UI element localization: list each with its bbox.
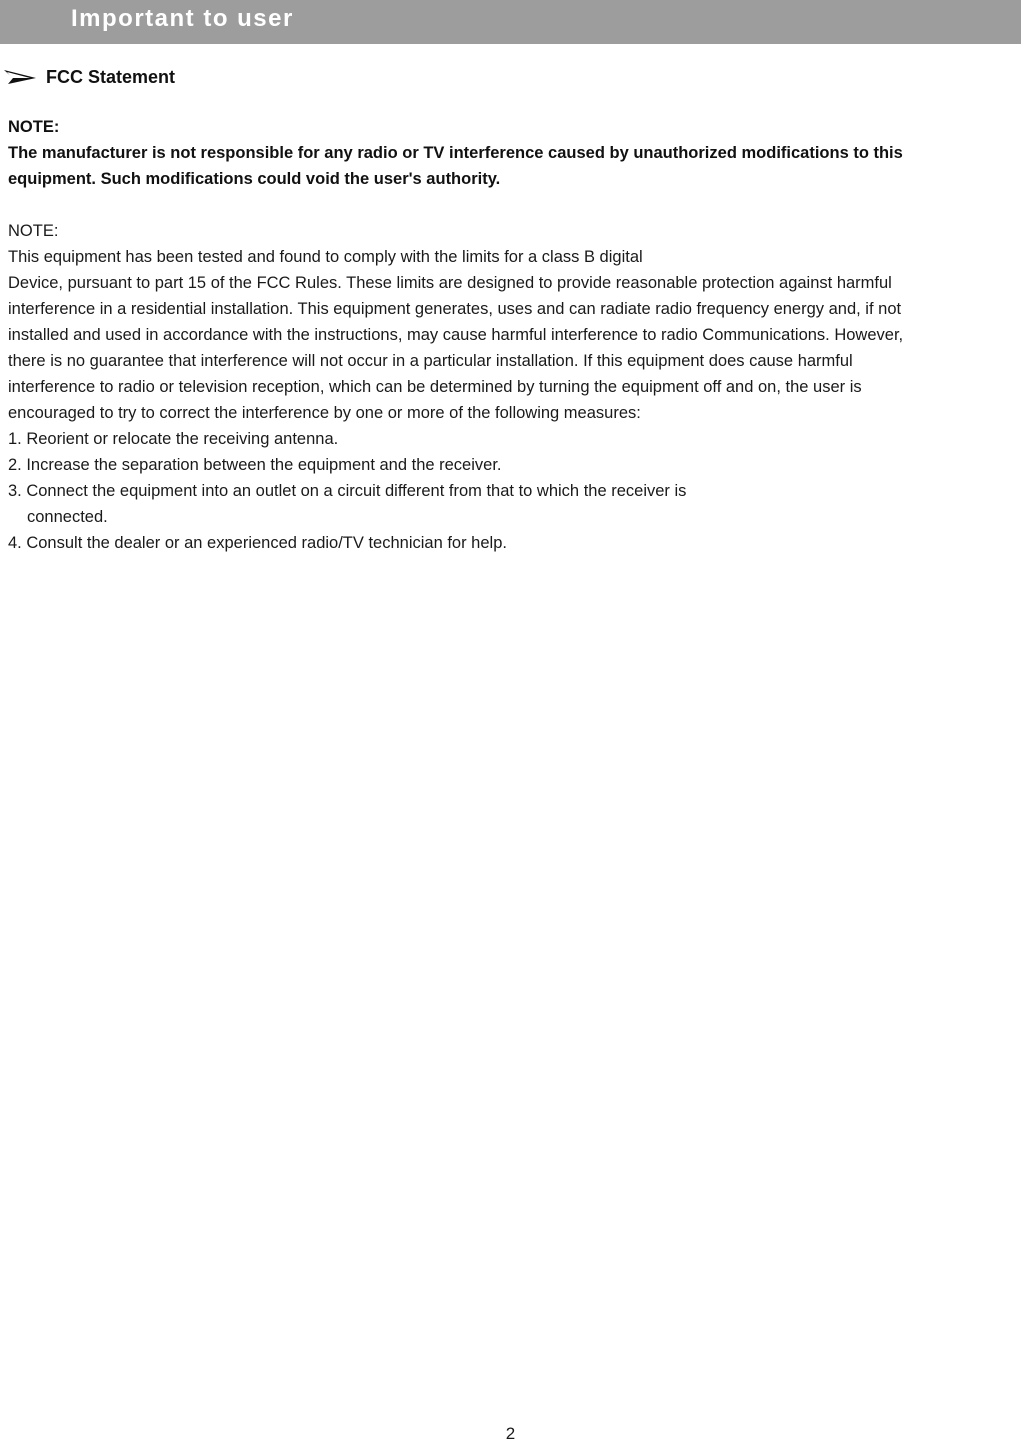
header-bar <box>0 0 1021 44</box>
note-bold-line-1: The manufacturer is not responsible for any radio or TV interference caused by unauthorized modifications to this <box>8 144 903 162</box>
note-line: interference in a residential installation. This equipment generates, uses and can radiate radio frequency energy and, if not <box>8 300 902 318</box>
note-line: interference to radio or television reception, which can be determined by turning the equipment off and on, the user is <box>8 378 862 396</box>
section-title: FCC Statement <box>46 67 176 87</box>
note-line: Device, pursuant to part 15 of the FCC Rules. These limits are designed to provide reasonable protection against harmful <box>8 274 892 292</box>
note-line: there is no guarantee that interference will not occur in a particular installation. If this equipment does cause harmful <box>8 352 853 370</box>
page-title: Important to user <box>71 5 294 32</box>
arrow-right-icon <box>4 70 36 84</box>
measure-item-3: 3. Connect the equipment into an outlet on a circuit different from that to which the receiver is <box>8 482 687 500</box>
paragraph-spacer <box>8 192 998 218</box>
note-line: encouraged to try to correct the interference by one or more of the following measures: <box>8 404 641 422</box>
section-heading <box>4 65 175 89</box>
document-body <box>8 114 998 556</box>
note-line: installed and used in accordance with the instructions, may cause harmful interference to radio Communications. However, <box>8 326 904 344</box>
page-number: 2 <box>505 1424 516 1443</box>
note-bold-line-2: equipment. Such modifications could void the user's authority. <box>8 170 501 188</box>
note-label: NOTE: <box>8 222 59 240</box>
note-line: This equipment has been tested and found to comply with the limits for a class B digital <box>8 248 643 266</box>
measure-item-2: 2. Increase the separation between the equipment and the receiver. <box>8 456 502 474</box>
measure-item-1: 1. Reorient or relocate the receiving antenna. <box>8 430 339 448</box>
measure-item-3-continued: connected. <box>27 508 108 526</box>
note-label-bold: NOTE: <box>8 118 60 136</box>
measure-item-4: 4. Consult the dealer or an experienced radio/TV technician for help. <box>8 534 507 552</box>
